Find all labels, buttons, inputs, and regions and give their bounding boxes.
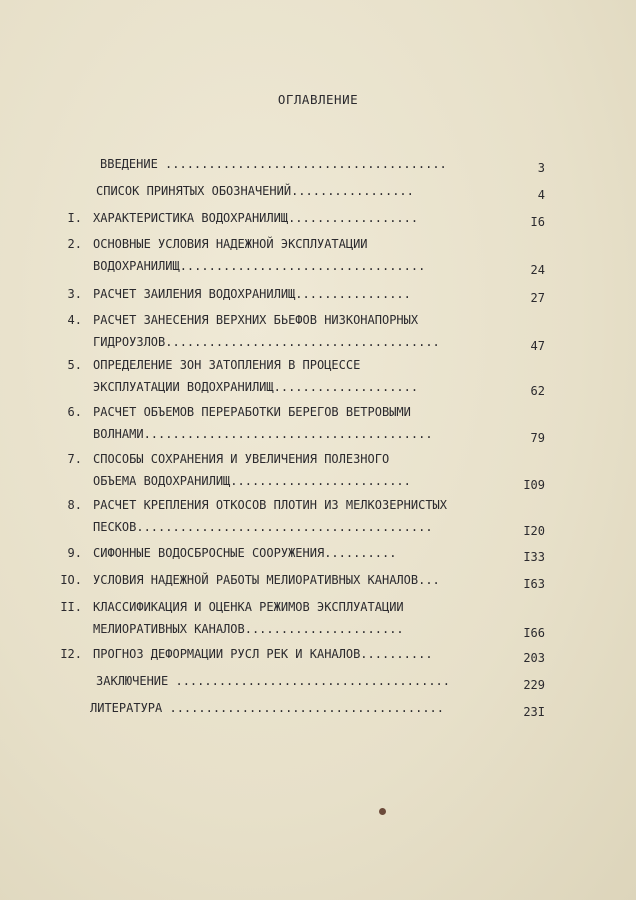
toc-entry-title-line: ВВЕДЕНИЕ ....................................... xyxy=(100,157,447,171)
toc-entry-number: 7. xyxy=(67,452,82,466)
page-title: ОГЛАВЛЕНИЕ xyxy=(277,92,359,107)
toc-entry-number: IO. xyxy=(60,573,82,587)
toc-entry-title-line: УСЛОВИЯ НАДЕЖНОЙ РАБОТЫ МЕЛИОРАТИВНЫХ КАНАЛОВ... xyxy=(93,573,440,587)
toc-entry-title-line: РАСЧЕТ ОБЪЕМОВ ПЕРЕРАБОТКИ БЕРЕГОВ ВЕТРОВЫМИ xyxy=(93,405,411,419)
toc-entry-page: I09 xyxy=(523,478,545,492)
toc-entry-page: 4 xyxy=(537,188,545,202)
toc-entry-number: 4. xyxy=(67,313,82,327)
toc-entry-page: 27 xyxy=(530,291,545,305)
toc-entry-page: 62 xyxy=(530,384,545,398)
toc-entry-page: 229 xyxy=(523,678,545,692)
ink-dot xyxy=(379,808,386,815)
toc-entry-title-line: РАСЧЕТ КРЕПЛЕНИЯ ОТКОСОВ ПЛОТИН ИЗ МЕЛКОЗЕРНИСТЫХ xyxy=(93,498,448,512)
toc-entry-page: 3 xyxy=(537,161,545,175)
toc-entry-title-line: ОПРЕДЕЛЕНИЕ ЗОН ЗАТОПЛЕНИЯ В ПРОЦЕССЕ xyxy=(93,358,361,372)
toc-entry-title-line: ЗАКЛЮЧЕНИЕ ...................................... xyxy=(96,674,451,688)
toc-entry-title-line: МЕЛИОРАТИВНЫХ КАНАЛОВ...................... xyxy=(93,622,404,636)
toc-entry-number: 9. xyxy=(67,546,82,560)
toc-entry-title-line: ЛИТЕРАТУРА ...................................... xyxy=(90,701,445,715)
toc-entry-title-line: КЛАССИФИКАЦИЯ И ОЦЕНКА РЕЖИМОВ ЭКСПЛУАТАЦИИ xyxy=(93,600,404,614)
toc-entry-title-line: РАСЧЕТ ЗАНЕСЕНИЯ ВЕРХНИХ БЬЕФОВ НИЗКОНАПОРНЫХ xyxy=(93,313,419,327)
toc-entry-page: I6 xyxy=(530,215,545,229)
toc-entry-title-line: ПРОГНОЗ ДЕФОРМАЦИИ РУСЛ РЕК И КАНАЛОВ.......... xyxy=(93,647,433,661)
toc-entry-number: 2. xyxy=(67,237,82,251)
toc-entry-title-line: ВОЛНАМИ........................................ xyxy=(93,427,433,441)
toc-entry-title-line: ОСНОВНЫЕ УСЛОВИЯ НАДЕЖНОЙ ЭКСПЛУАТАЦИИ xyxy=(93,237,368,251)
toc-entry-title-line: СПОСОБЫ СОХРАНЕНИЯ И УВЕЛИЧЕНИЯ ПОЛЕЗНОГО xyxy=(93,452,390,466)
toc-entry-title-line: ПЕСКОВ......................................... xyxy=(93,520,433,534)
toc-entry-page: 203 xyxy=(523,651,545,665)
toc-entry-number: 6. xyxy=(67,405,82,419)
toc-entry-title-line: ЭКСПЛУАТАЦИИ ВОДОХРАНИЛИЩ.................... xyxy=(93,380,419,394)
toc-entry-page: I66 xyxy=(523,626,545,640)
toc-entry-title-line: ГИДРОУЗЛОВ...................................... xyxy=(93,335,440,349)
toc-entry-page: 24 xyxy=(530,263,545,277)
toc-entry-page: 47 xyxy=(530,339,545,353)
toc-entry-page: 23I xyxy=(523,705,545,719)
toc-entry-number: 5. xyxy=(67,358,82,372)
toc-entry-title-line: ОБЪЕМА ВОДОХРАНИЛИЩ......................... xyxy=(93,474,411,488)
toc-entry-number: 3. xyxy=(67,287,82,301)
toc-entry-page: I33 xyxy=(523,550,545,564)
toc-entry-page: I20 xyxy=(523,524,545,538)
toc-entry-title-line: ВОДОХРАНИЛИЩ.................................. xyxy=(93,259,426,273)
toc-entry-title-line: ХАРАКТЕРИСТИКА ВОДОХРАНИЛИЩ.................. xyxy=(93,211,419,225)
toc-entry-number: II. xyxy=(60,600,82,614)
toc-entry-title-line: СИФОННЫЕ ВОДОСБРОСНЫЕ СООРУЖЕНИЯ.......... xyxy=(93,546,397,560)
toc-entry-number: I2. xyxy=(60,647,82,661)
toc-entry-title-line: РАСЧЕТ ЗАИЛЕНИЯ ВОДОХРАНИЛИЩ................ xyxy=(93,287,411,301)
toc-entry-number: 8. xyxy=(67,498,82,512)
toc-entry-page: I63 xyxy=(523,577,545,591)
toc-entry-page: 79 xyxy=(530,431,545,445)
toc-entry-number: I. xyxy=(67,211,82,225)
toc-entry-title-line: СПИСОК ПРИНЯТЫХ ОБОЗНАЧЕНИЙ................. xyxy=(96,184,414,198)
